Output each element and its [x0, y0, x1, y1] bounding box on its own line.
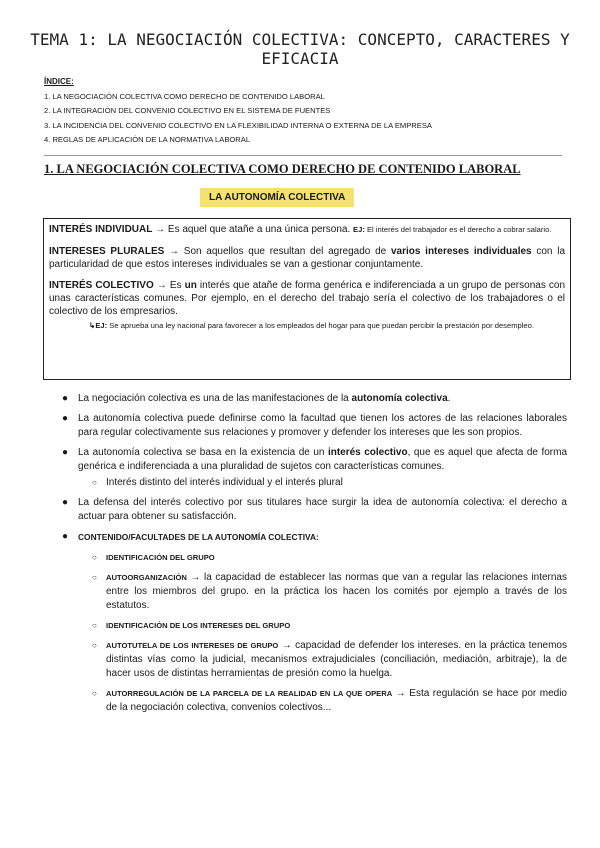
index-item: 1. LA NEGOCIACIÓN COLECTIVA COMO DERECHO DE CONTENIDO LABORAL [44, 91, 325, 101]
item-text: → Esta regulación se hace por medio de la negociación colectiva, convenios colectivos... [106, 688, 567, 713]
list-item [62, 412, 567, 440]
emphasis: varios intereses individuales [390, 245, 532, 257]
term: INTERÉS COLECTIVO [49, 280, 154, 292]
item-text: La autonomía colectiva puede definirse como la facultad que tienen los actores de las relaciones laborales para regular colectivamente sus relaciones y promover y defender los intereses que les son propios. [78, 413, 567, 438]
item-text: . [447, 393, 451, 404]
term: INTERESES PLURALES [49, 245, 165, 257]
definition-text: → Es aquel que atañe a una única persona. [152, 224, 354, 235]
item-text: La autonomía colectiva se basa en la existencia de un [78, 447, 328, 458]
bullet-icon: ● [62, 447, 69, 458]
list-item [62, 530, 567, 545]
item-text: La defensa del interés colectivo por sus titulares hace surgir la idea de autonomía colectiva: el derecho a actuar para obtener su satisfacción. [78, 497, 567, 522]
item-text: Interés distinto del interés individual y el interés plural [106, 477, 343, 488]
emphasis: un [184, 280, 197, 292]
sub-list-item [62, 571, 567, 613]
definition-colectivo [49, 280, 565, 318]
sub-bullet-icon: ○ [92, 689, 97, 698]
bullet-icon: ● [62, 393, 69, 404]
definitions-box [43, 218, 571, 380]
item-text: → capacidad de defender los intereses. en la práctica tenemos distintas vías como la judicial, mecanismos extrajudiciales (conciliación, mediación, arbitraje), la de hacer usos de distintas herramientas de presión como la huelga. [106, 640, 567, 679]
item-heading: AUTOORGANIZACIÓN [106, 573, 187, 582]
sub-list-item [62, 619, 567, 633]
example-colectivo [49, 319, 565, 332]
index [44, 75, 432, 148]
subtitle-highlight: LA AUTONOMÍA COLECTIVA [200, 188, 354, 207]
sub-bullet-icon: ○ [92, 478, 97, 487]
item-heading: IDENTIFICACIÓN DEL GRUPO [106, 553, 215, 562]
index-item: 2. LA INTEGRACIÓN DEL CONVENIO COLECTIVO EN EL SISTEMA DE FUENTES [44, 106, 331, 115]
list-item [62, 496, 567, 524]
definition-text: con la particularidad de que estos intereses individuales se van a gestionar conjuntamente. [49, 245, 566, 270]
emphasis: autonomía colectiva [351, 393, 448, 404]
sub-list-item [62, 687, 567, 715]
definition-text: interés que atañe de forma genérica e indiferenciada a un grupo de personas con unas características comunes. Por ejemplo, en el derecho del trabajo sería el colectivo de los trabajadores o el colectivo de los empresarios. [49, 280, 566, 317]
item-text: , que es aquel que afecta de forma genérica e indiferenciada a una pluralidad de sujetos con características comunes. [78, 447, 568, 472]
example-label: EJ: [353, 225, 365, 234]
sub-bullet-icon: ○ [92, 573, 97, 582]
sub-bullet-icon: ○ [92, 553, 97, 562]
sub-list-item [62, 476, 567, 490]
sub-list-item [62, 551, 567, 565]
list-item [62, 392, 567, 406]
item-heading: IDENTIFICACIÓN DE LOS INTERESES DEL GRUPO [106, 621, 291, 630]
item-text: → la capacidad de establecer las normas que van a regular las relaciones internas entre los miembros del grupo. en la práctica los hacen los comités por ejemplo a través de los estatutos. [106, 572, 567, 611]
sub-bullet-icon: ○ [92, 621, 97, 630]
definition-individual [49, 224, 565, 237]
emphasis: interés colectivo [327, 447, 408, 458]
list-item [62, 446, 567, 474]
item-heading: CONTENIDO/FACULTADES DE LA AUTONOMÍA COLECTIVA: [78, 532, 319, 542]
sub-list-item [62, 639, 567, 681]
definition-text: → Es [153, 280, 185, 292]
bullet-icon: ● [62, 497, 69, 508]
bullet-icon: ● [62, 531, 69, 542]
index-item: 4. REGLAS DE APLICACIÓN DE LA NORMATIVA LABORAL [44, 135, 251, 144]
item-heading: AUTOTUTELA DE LOS INTERESES DE GRUPO [106, 641, 279, 650]
bullet-icon: ● [62, 413, 69, 424]
index-item: 3. LA INCIDENCIA DEL CONVENIO COLECTIVO EN LA FLEXIBILIDAD INTERNA O EXTERNA DE LA EMPRESA [44, 120, 432, 130]
example-text: El interés del trabajador es el derecho a cobrar salario. [364, 225, 552, 234]
item-text: La negociación colectiva es una de las manifestaciones de la [78, 393, 352, 404]
divider [44, 155, 562, 156]
example-label: ↳EJ: [89, 320, 108, 330]
section-title: 1. LA NEGOCIACIÓN COLECTIVA COMO DERECHO DE CONTENIDO LABORAL [44, 162, 521, 176]
example-text: Se aprueba una ley nacional para favorecer a los empleados del hogar para que puedan percibir la prestación por desempleo. [107, 320, 534, 330]
definition-text: → Son aquellos que resultan del agregado de [164, 245, 391, 257]
sub-bullet-icon: ○ [92, 641, 97, 650]
definition-plurales [49, 246, 565, 272]
page-title: TEMA 1: LA NEGOCIACIÓN COLECTIVA: CONCEPTO, CARACTERES Y EFICACIA [30, 30, 570, 68]
term: INTERÉS INDIVIDUAL [49, 224, 153, 235]
item-heading: AUTORREGULACIÓN DE LA PARCELA DE LA REALIDAD EN LA QUE OPERA [106, 689, 393, 698]
index-heading: ÍNDICE: [44, 77, 74, 86]
bullet-list [62, 392, 567, 721]
